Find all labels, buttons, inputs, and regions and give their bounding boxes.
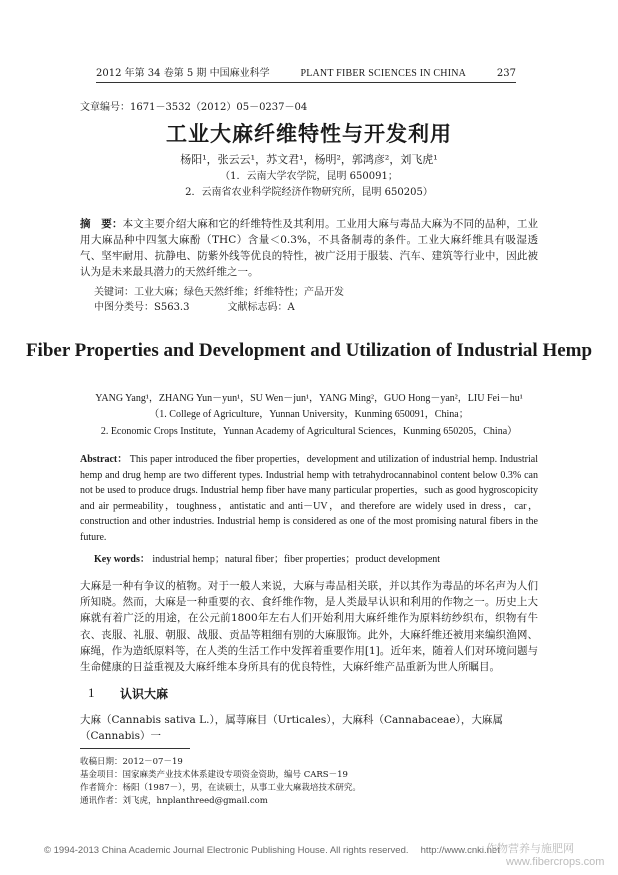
abstract-cn-text: 本文主要介绍大麻和它的纤维特性及其利用。工业用大麻与毒品大麻为不同的品种，工业用大麻品种中四氢大麻酚（THC）含量＜0.3%，不具备制毒的条件。工业大麻纤维具有吸湿透气、坚牢耐用、抗静电、防紫外线等优良的特性，被广泛用于服装、汽车、建筑等行业中，因此被认为是未来最具潜力的天然纤维之一。	[80, 218, 539, 278]
document-code: 文献标志码：A	[227, 302, 295, 313]
abstract-en	[80, 452, 538, 545]
abstract-en-label: Abstract：	[80, 454, 128, 465]
section-number: 1	[88, 685, 95, 700]
affiliation-cn-1: （1．云南大学农学院，昆明 650091；	[220, 171, 398, 182]
watermark-url: www.fibercrops.com	[506, 856, 605, 868]
article-number: 文章编号：1671－3532（2012）05－0237－04	[80, 102, 308, 113]
keywords-en-label: Key words：	[94, 554, 150, 565]
footnote-rule	[80, 748, 190, 749]
affiliation-cn-2: 2．云南省农业科学院经济作物研究所，昆明 650205）	[185, 187, 433, 198]
abstract-en-text: This paper introduced the fiber properties，development and utilization of industrial hemp. Industrial hemp and drug hemp are two different types. Industrial hemp with tetrahydrocannabinol content below 0.3% can not be used to produce drugs. Industrial hemp fiber have many particular properties，such as good hygroscopicity and air permeability，toughness，antistatic and anti－UV，and therefore are widely used in dress，car，construction and other industries. Industrial hemp is considered as one of the most promising natural fibers in the future.	[80, 454, 538, 543]
abstract-cn-label: 摘 要：	[80, 218, 123, 230]
header-journal-en: PLANT FIBER SCIENCES IN CHINA	[300, 68, 467, 79]
header-issue-cn: 2012 年第 34 卷第 5 期 中国麻业科学	[96, 68, 270, 79]
footnote-corresponding: 通讯作者：刘飞虎，hnplanthreed@gmail.com	[80, 796, 268, 806]
intro-paragraph: 大麻是一种有争议的植物。对于一般人来说，大麻与毒品相关联，并以其作为毒品的坏名声为人们所知晓。然而，大麻是一种重要的衣、食纤维作物，是人类最早认识和利用的作物之一。历史上大麻就有着广泛的用途，在公元前1800年左右人们开始利用大麻纤维作为原料纺纱织布，织物有牛衣、丧服、礼服、朝服、战服、贡品等粗细有别的大麻服饰。此外，大麻纤维还被用来编织渔网、麻绳，作为造纸原料等，在人类的生活工作中发挥着重要作用[1]。近年来，随着人们对环境问题与生命健康的日益重视及大麻纤维本身所具有的优良特性，大麻纤维产品重新为世人所瞩目。	[80, 580, 538, 674]
title-en: Fiber Properties and Development and Utilization of Industrial Hemp	[25, 340, 593, 361]
clc-number: 中图分类号：S563.3	[94, 302, 190, 313]
header-rule	[96, 82, 516, 83]
classification-cn	[94, 298, 295, 313]
keywords-en	[94, 550, 440, 565]
watermark-cn: 作物营养与施肥网	[486, 842, 574, 855]
authors-en: YANG Yang¹，ZHANG Yun－yun¹，SU Wen－jun¹，YANG Ming²，GUO Hong－yan²，LIU Fei－hu¹	[95, 393, 523, 404]
copyright-notice: © 1994-2013 China Academic Journal Electronic Publishing House. All rights reserved. http://www.cnki.net	[44, 845, 500, 856]
page-number: 237	[496, 68, 516, 79]
footnote-received: 收稿日期：2012－07－19	[80, 757, 183, 767]
authors-cn: 杨阳¹，张云云¹，苏文君¹，杨明²，郭鸿彦²，刘飞虎¹	[180, 153, 438, 166]
footnote-funding: 基金项目：国家麻类产业技术体系建设专项资金资助，编号 CARS－19	[80, 770, 348, 780]
affiliation-en-1: （1. College of Agriculture，Yunnan University，Kunming 650091，China；	[149, 409, 469, 420]
section-body: 大麻（Cannabis sativa L.），属荨麻目（Urticales），大麻科（Cannabaceae），大麻属（Cannabis）一	[80, 714, 503, 742]
keywords-en-text: industrial hemp；natural fiber；fiber properties；product development	[152, 554, 441, 565]
abstract-cn	[80, 216, 538, 280]
affiliation-en-2: 2. Economic Crops Institute，Yunnan Academy of Agricultural Sciences，Kunming 650205，China）	[100, 426, 518, 437]
keywords-cn: 关键词：工业大麻；绿色天然纤维；纤维特性；产品开发	[94, 287, 344, 298]
footnote-author: 作者简介：杨阳（1987－），男，在读硕士，从事工业大麻栽培技术研究。	[80, 783, 361, 793]
section-title: 认识大麻	[120, 687, 169, 701]
running-header	[96, 64, 516, 79]
title-cn: 工业大麻纤维特性与开发利用	[166, 121, 452, 146]
